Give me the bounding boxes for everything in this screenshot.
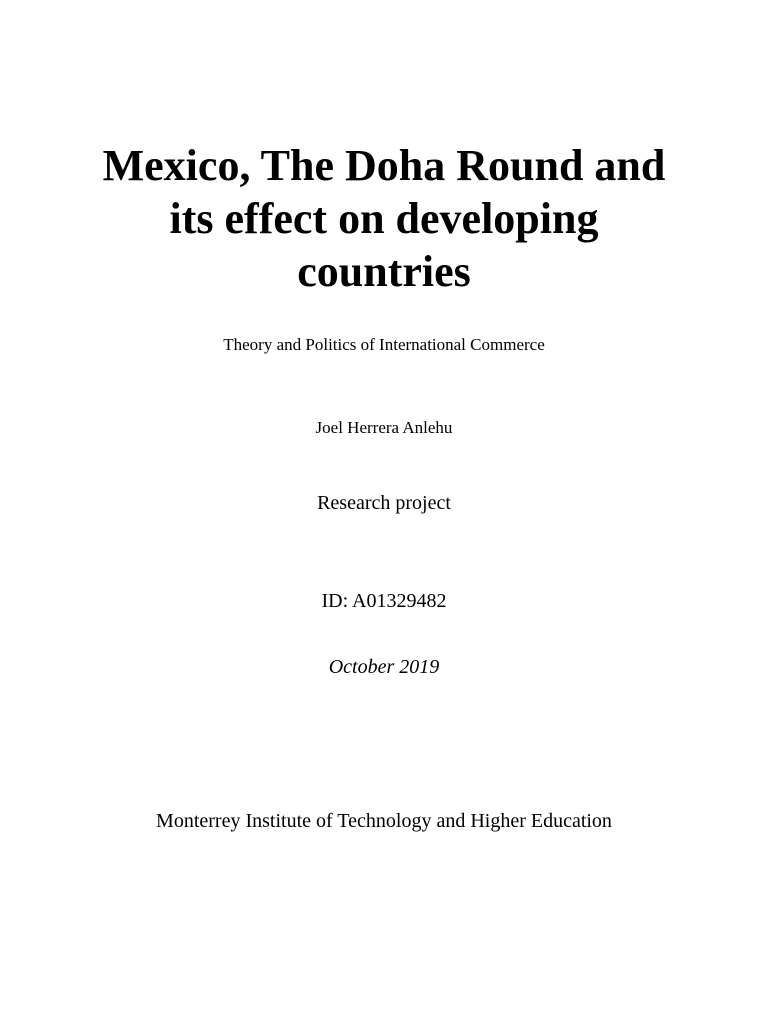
document-title: Mexico, The Doha Round and its effect on developing countries: [102, 141, 666, 296]
author-name: Joel Herrera Anlehu: [315, 418, 453, 437]
course-name: Theory and Politics of International Commerce: [223, 335, 545, 354]
document-date: October 2019: [328, 656, 440, 678]
document-type: Research project: [317, 492, 451, 514]
institution-name: Monterrey Institute of Technology and Higher Education: [156, 810, 612, 832]
student-id: ID: A01329482: [321, 590, 447, 612]
